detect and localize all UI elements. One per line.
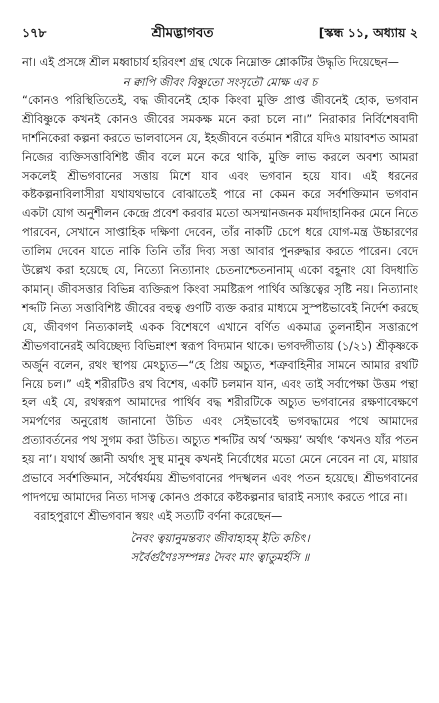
page-number: ১৭৮ [22,25,47,40]
closing-verse-line: সর্বৈর্গুণৈঃসম্পন্নঃ দৈবং মাং ত্বাতুমর্হসি ॥ [130,550,310,564]
chapter-reference: [স্কন্ধ ১১, অধ্যায় ২ [318,25,418,40]
closing-verse-line: নৈবং ত্বয়ানুমন্তব্যং জীবাহ্যহম্ ইতি কচিৎ। [130,531,310,545]
intro-paragraph: না। এই প্রসঙ্গে শ্রীল মধ্বাচার্য হরিবংশ গ্রন্থ থেকে নিম্নোক্ত শ্লোকটির উদ্ধৃতি দিয়েছেন— [22,56,399,69]
page-header [22,22,418,45]
book-title: শ্রীমদ্ভাগবত [151,25,214,41]
page-body [22,54,418,567]
closing-paragraph: বরাহপুরাণে শ্রীভগবান স্বয়ং এই সত্যটি বর্ণনা করেছেন— [34,509,283,523]
purport-paragraph: “কোনও পরিস্থিতিতেই, বদ্ধ জীবনেই হোক কিংবা মুক্তি প্রাপ্ত জীবনেই হোক, ভগবান শ্রীবিষ্ণুকে কখনই কোনও জীবের সমকক্ষ মনে করা চলে না।” নিরাকার নির্বিশেষবাদী দার্শনিকেরা কল্পনা করতে ভালবাসেন যে, ইহজীবনে বর্তমান শরীরে যদিও মায়াবশত আমরা নিজের ব্যক্তিসত্তাবিশিষ্ট জীব বলে মনে করে থাকি, মুক্তি লাভ করলে অবশ্য আমরা সকলেই শ্রীভগবানের সত্তায় মিশে যাব এবং ভগবান হয়ে যাব। এই ধরনের কষ্টকল্পনাবিলাসীরা যথাযথভাবে বোঝাতেই পারে না কেমন করে সর্বশক্তিমান ভগবান একটা যোগ অনুশীলন কেন্দ্রে প্রবেশ করবার মতো অসম্মানজনক মর্যাদাহানিকর মেনে নিতে পারবেন, সেখানে সাপ্তাহিক দক্ষিণা দেবেন, তাঁর নাকটি চেপে ধরে যোগ-মন্ত্র উচ্চারণের তালিম দেবেন যাতে নাকি তিনি তাঁর দিব্য সত্তা আবার পুনরুদ্ধার করতে পারেন। বেদে উল্লেখ করা হয়েছে যে, নিত্যো নিত্যানাং চেতনাশ্চেতনানাম্ একো বহূনাং যো বিদধাতি কামান্। জীবসত্তার বিভিন্ন ব্যক্তিরূপ কিংবা সমষ্টিরূপ পার্থিব অস্তিত্বের সৃষ্টি নয়। নিত্যানাং শব্দটি নিত্য সত্তাবিশিষ্ট জীবের বহুত্ব গুণটি ব্যক্ত করার মাধ্যমে সুস্পষ্টভাবেই নির্দেশ করছে যে, জীবগণ নিত্যকালই একক বিশেষণে এখানে বর্ণিত একমাত্র তুলনাহীন সত্তারূপে শ্রীভগবানেরই অবিচ্ছেদ্য বিভিন্নাংশ স্বরূপ বিদ্যমান থাকে। ভগবদ্গীতায় (১/২১) শ্রীকৃষ্ণকে অর্জুন বলেন, রথং স্থাপয় মেঽচ্যুত—“হে প্রিয় অচ্যুত, শত্রুবাহিনীর সামনে আমার রথটি নিয়ে চল।” এই শরীরটিও রথ বিশেষ, একটি চলমান যান, এবং তাই সর্বাপেক্ষা উত্তম পন্থা হল এই যে, রথস্বরূপ আমাদের পার্থিব বদ্ধ শরীরটিকে অচ্যুত ভগবানের রক্ষণাবেক্ষণে সমর্পণের অনুরোধ জানানো উচিত এবং সেইভাবেই ভগবদ্ধামের পথে আমাদের প্রত্যাবর্তনের পথ সুগম করা উচিত। অচ্যুত শব্দটির অর্থ ‘অক্ষয়’ অর্থাৎ ‘কখনও যাঁর পতন হয় না’। যথার্থ জ্ঞানী অর্থাৎ সুস্থ মানুষ কখনই নির্বোধের মতো মেনে নেবেন না যে, মায়ার প্রভাবে সর্বশক্তিমান, সর্বৈশ্বর্যময় শ্রীভগবানের পদস্খলন এবং পতন হয়েছে। শ্রীভগবানের পাদপদ্মে আমাদের নিত্য দাসত্ব কোনও প্রকারে কষ্টকল্পনার দ্বারাই নস্যাৎ করতে পারে না। [22,93,418,504]
quoted-verse: ন ক্বাপি জীবং বিষ্ণুতো সংসৃতৌ মোক্ষ এব চ [122,75,318,89]
closing-verse [22,529,418,567]
